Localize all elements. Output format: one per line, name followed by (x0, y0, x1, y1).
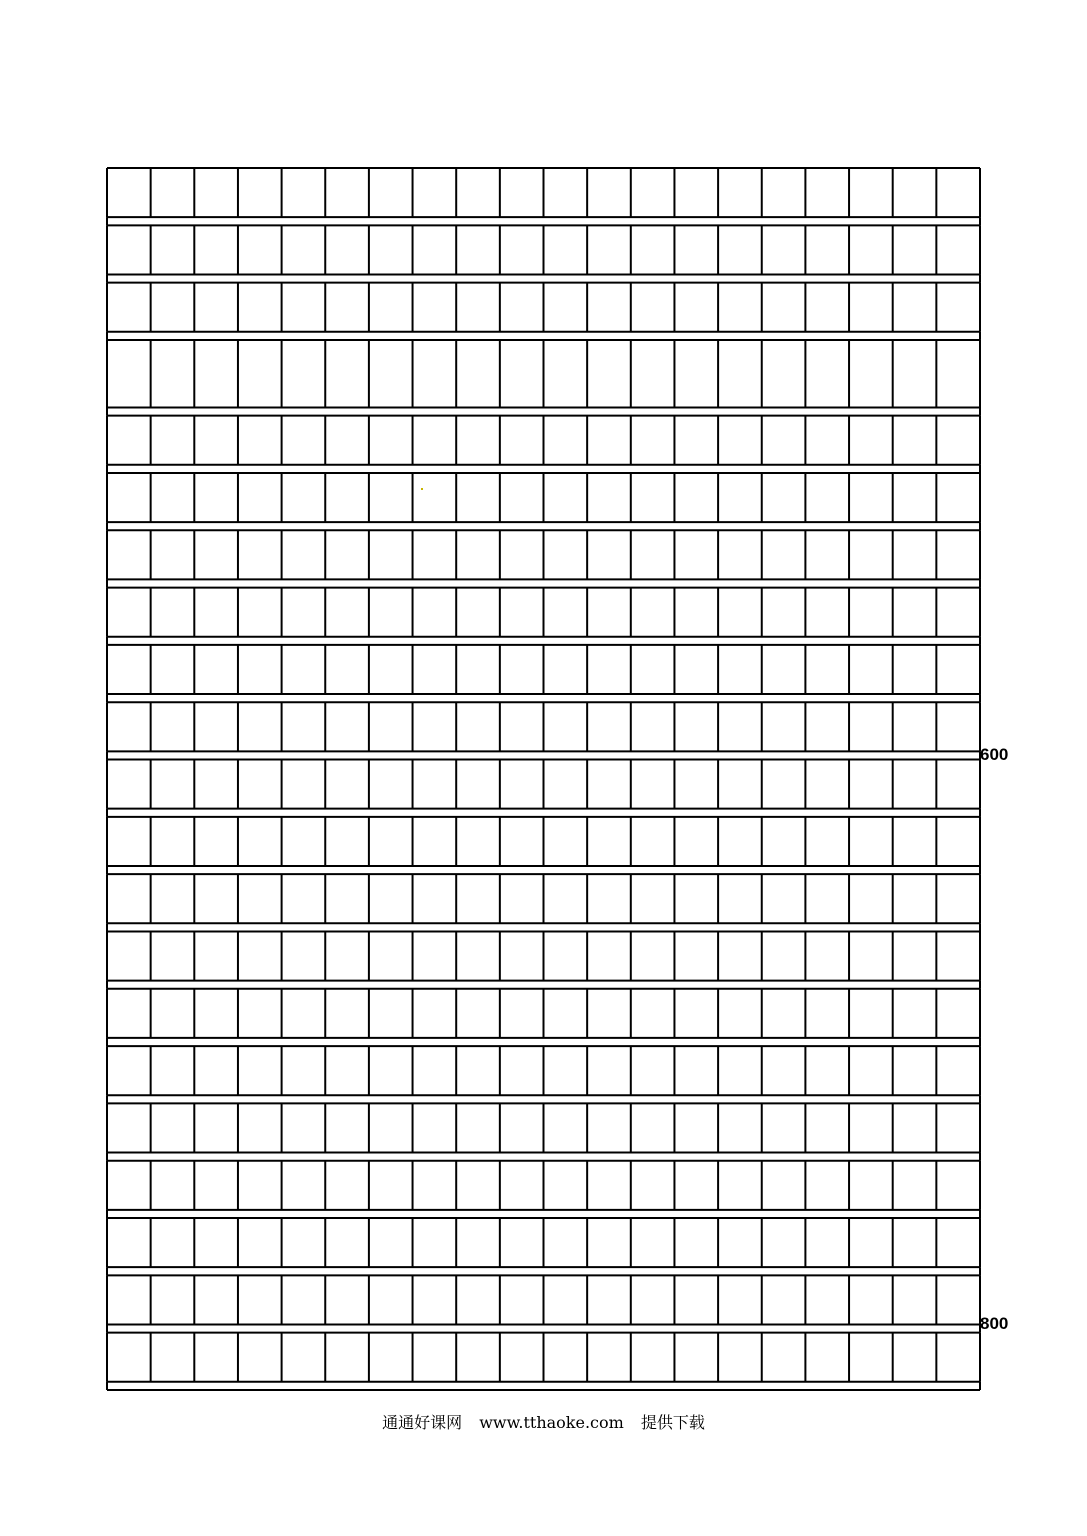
footer-url: www.tthaoke.com (479, 1413, 624, 1432)
stray-mark (421, 488, 423, 490)
footer-suffix: 提供下载 (640, 1413, 705, 1432)
footer-site-name: 通通好课网 (382, 1413, 463, 1432)
footer (0, 1410, 1087, 1433)
word-count-marker-600: 600 (980, 745, 1009, 764)
word-count-marker-800: 800 (980, 1314, 1009, 1333)
